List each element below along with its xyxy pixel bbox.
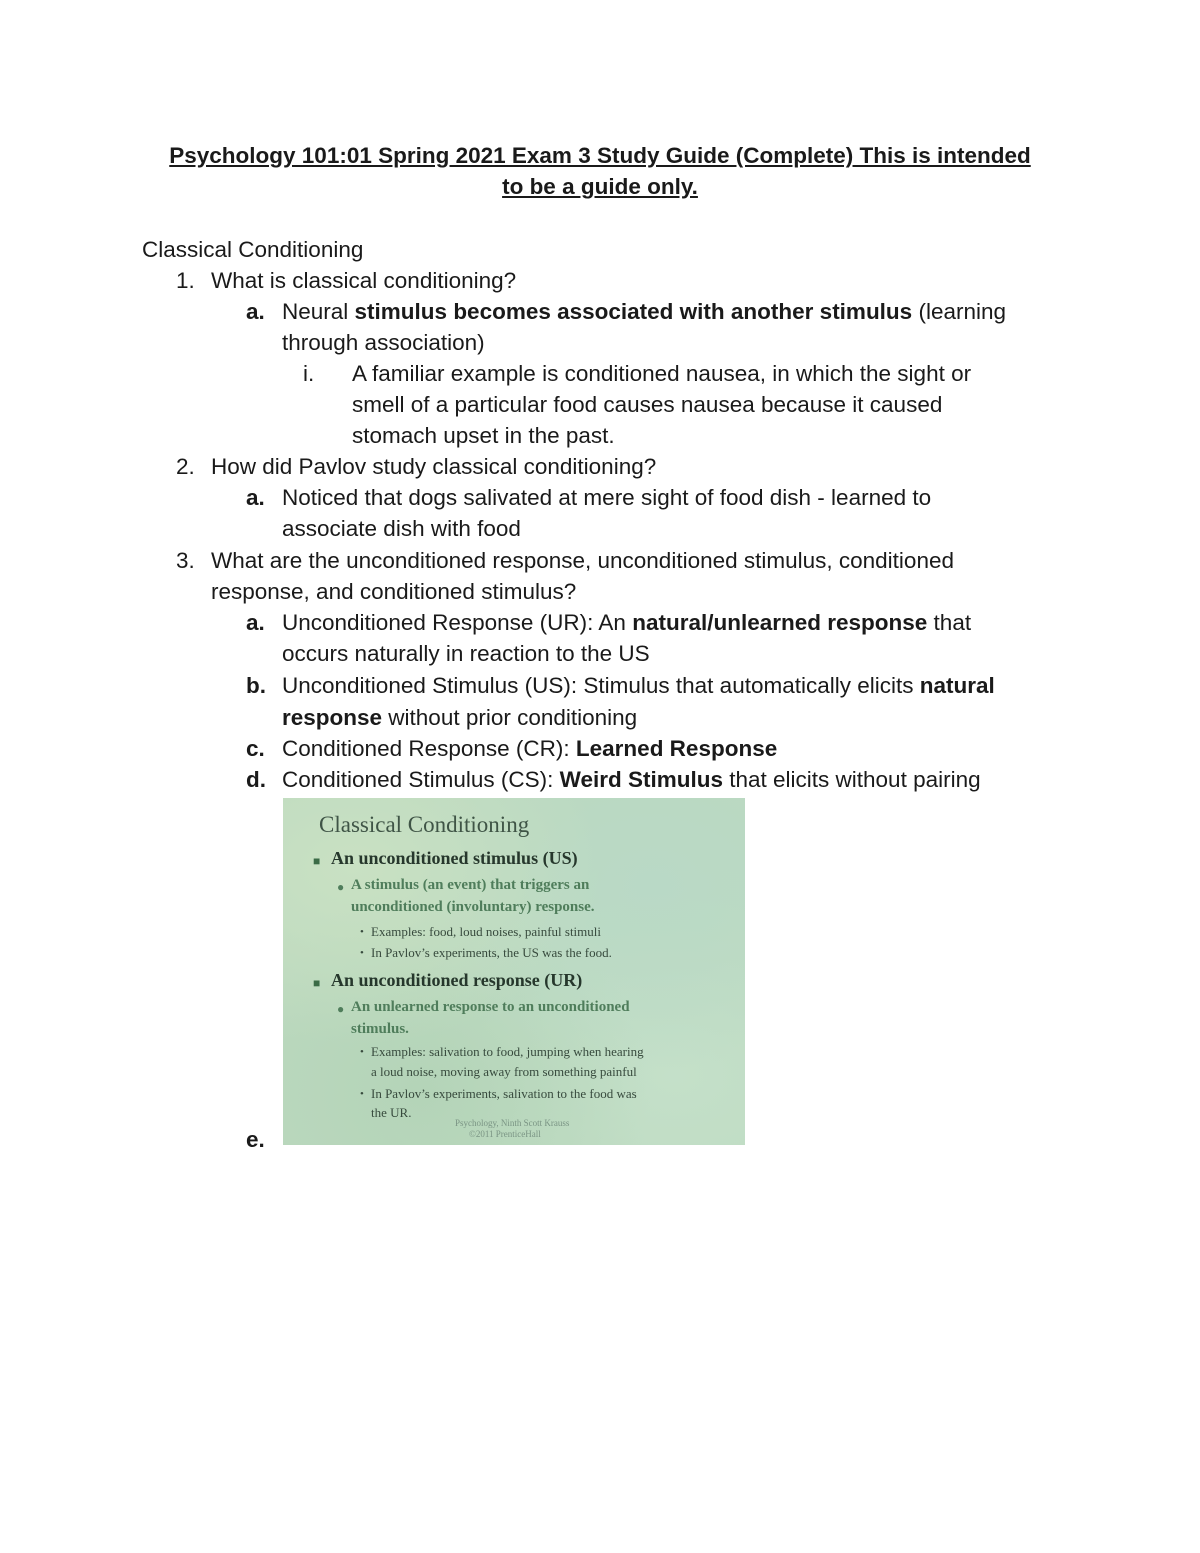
q1-a-line1: Neural stimulus becomes associated with another stimulus (learning bbox=[282, 299, 1007, 324]
q3-b-line2: response without prior conditioning bbox=[282, 705, 638, 730]
q3-d-marker: d. bbox=[246, 767, 266, 792]
slide-heading-ur: An unconditioned response (UR) bbox=[331, 970, 583, 990]
q3-line1: What are the unconditioned response, unconditioned stimulus, conditioned bbox=[211, 548, 954, 573]
q2-a-line1: Noticed that dogs salivated at mere sight of food dish - learned to bbox=[282, 485, 932, 510]
title-line-2: to be a guide only. bbox=[502, 174, 698, 199]
q2-a-line2: associate dish with food bbox=[282, 516, 521, 541]
q1-i-line1: A familiar example is conditioned nausea, in which the sight or bbox=[352, 361, 972, 386]
slide-ur-def-line2: stimulus. bbox=[351, 1021, 409, 1037]
q3-a-line2: occurs naturally in reaction to the US bbox=[282, 641, 650, 666]
q2-number: 2. bbox=[176, 454, 195, 479]
slide-ur-pavlov-line1: In Pavlov’s experiments, salivation to the food was bbox=[371, 1086, 637, 1101]
q3-number: 3. bbox=[176, 548, 195, 573]
q3-line2: response, and conditioned stimulus? bbox=[211, 579, 577, 604]
slide-heading-us: An unconditioned stimulus (US) bbox=[331, 848, 578, 868]
slide-us-def-line2: unconditioned (involuntary) response. bbox=[351, 899, 595, 915]
slide-small-bullet-icon: • bbox=[360, 1088, 364, 1100]
document-title bbox=[140, 140, 1060, 202]
q3-c-marker: c. bbox=[246, 736, 265, 761]
q3-b-marker: b. bbox=[246, 673, 266, 698]
slide-dot-bullet-icon: ● bbox=[337, 1002, 345, 1016]
slide-us-examples: Examples: food, loud noises, painful stimuli bbox=[371, 924, 602, 939]
q1-i-line3: stomach upset in the past. bbox=[352, 423, 615, 448]
slide-ur-examples-line1: Examples: salivation to food, jumping when hearing bbox=[371, 1044, 644, 1059]
q1-number: 1. bbox=[176, 268, 195, 293]
slide-square-bullet-icon: ■ bbox=[313, 854, 321, 868]
q2-a-marker: a. bbox=[246, 485, 265, 510]
q3-b-line1: Unconditioned Stimulus (US): Stimulus that automatically elicits natural bbox=[282, 673, 995, 698]
q1-a-line2: through association) bbox=[282, 330, 485, 355]
slide-us-pavlov: In Pavlov’s experiments, the US was the food. bbox=[371, 945, 612, 960]
classical-conditioning-slide-image bbox=[283, 798, 745, 1145]
q3-c-line: Conditioned Response (CR): Learned Response bbox=[282, 736, 778, 761]
q3-a-marker: a. bbox=[246, 610, 265, 635]
q1-i-line2: smell of a particular food causes nausea because it caused bbox=[352, 392, 943, 417]
section-heading: Classical Conditioning bbox=[142, 237, 364, 262]
slide-small-bullet-icon: • bbox=[360, 1046, 364, 1058]
q3-d-line: Conditioned Stimulus (CS): Weird Stimulus that elicits without pairing bbox=[282, 767, 981, 792]
slide-ur-examples-line2: a loud noise, moving away from something painful bbox=[371, 1064, 637, 1079]
slide-small-bullet-icon: • bbox=[360, 926, 364, 938]
q1-text: What is classical conditioning? bbox=[211, 268, 517, 293]
q3-e-marker: e. bbox=[246, 1127, 265, 1152]
slide-ur-def-line1: An unlearned response to an unconditioned bbox=[351, 999, 630, 1015]
slide-credit-line1: Psychology, Ninth Scott Krauss bbox=[455, 1118, 570, 1128]
slide-credit-line2: ©2011 PrenticeHall bbox=[469, 1129, 541, 1139]
q2-text: How did Pavlov study classical conditioning? bbox=[211, 454, 657, 479]
q3-a-line1: Unconditioned Response (UR): An natural/unlearned response that bbox=[282, 610, 972, 635]
q1-a-marker: a. bbox=[246, 299, 265, 324]
slide-square-bullet-icon: ■ bbox=[313, 976, 321, 990]
slide-us-def-line1: A stimulus (an event) that triggers an bbox=[351, 877, 590, 893]
slide-dot-bullet-icon: ● bbox=[337, 880, 345, 894]
slide-small-bullet-icon: • bbox=[360, 947, 364, 959]
slide-title: Classical Conditioning bbox=[319, 812, 530, 837]
q1-i-marker: i. bbox=[303, 361, 315, 386]
slide-ur-pavlov-line2: the UR. bbox=[371, 1105, 412, 1120]
title-line-1: Psychology 101:01 Spring 2021 Exam 3 Study Guide (Complete) This is intended bbox=[169, 143, 1031, 168]
